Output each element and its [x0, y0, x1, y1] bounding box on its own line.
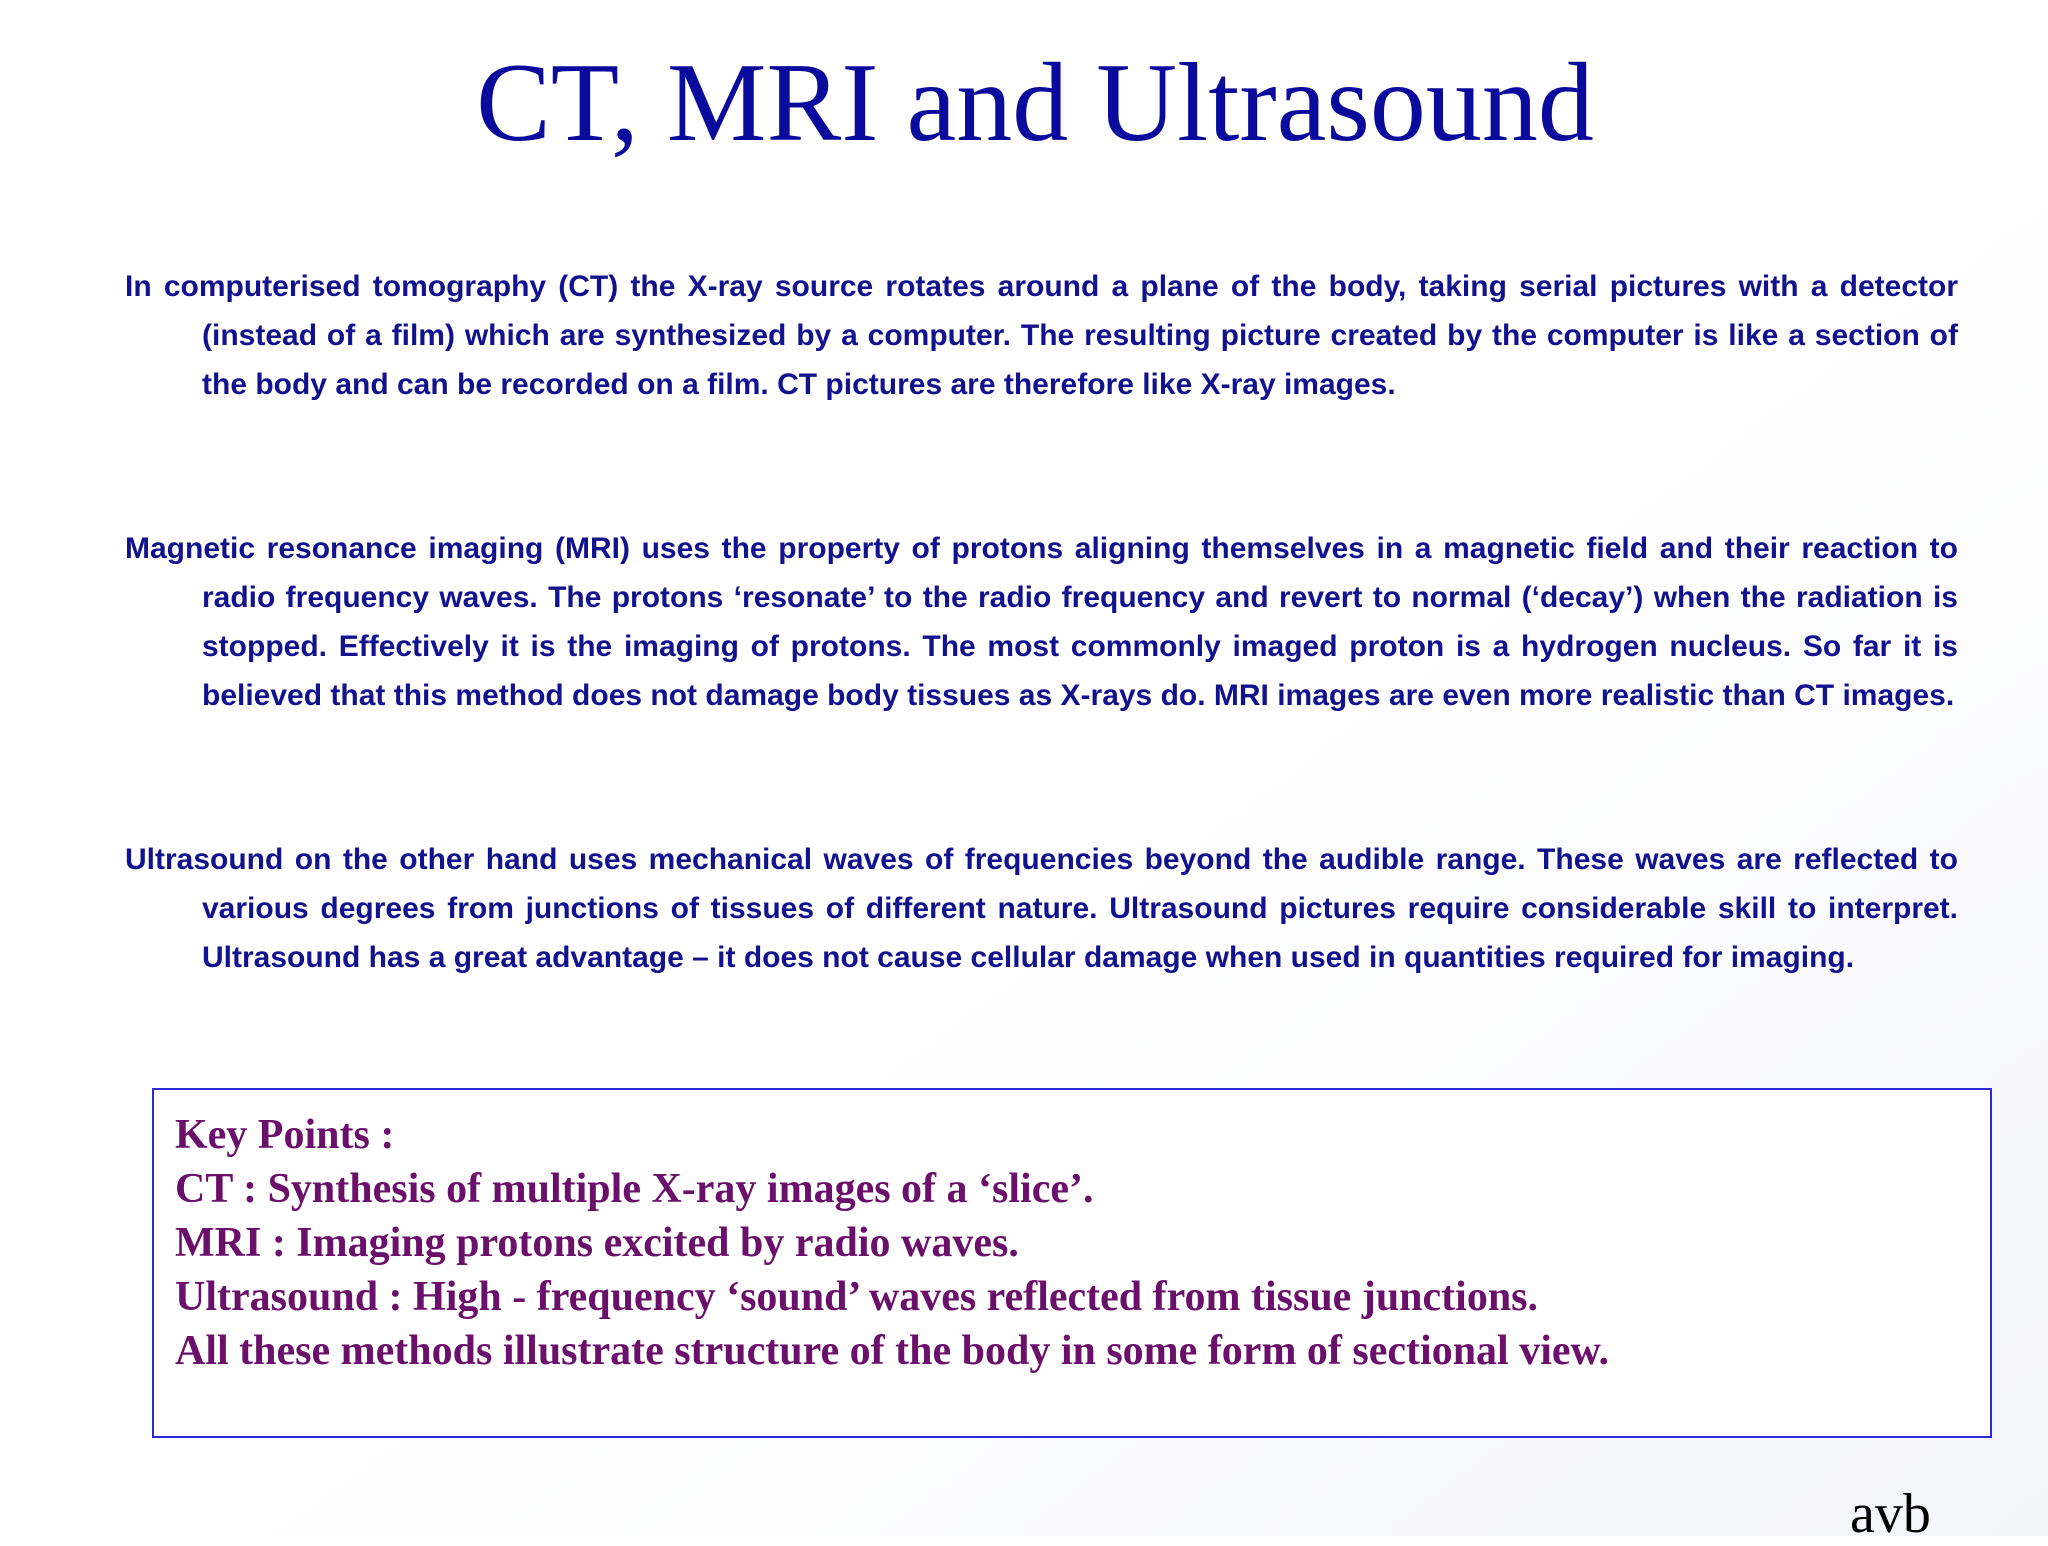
slide-title: CT, MRI and Ultrasound: [476, 41, 1594, 165]
paragraph-ultrasound: Ultrasound on the other hand uses mechanical waves of frequencies beyond the audible range. These waves are reflected to various degrees from junctions of tissues of different nature. Ultrasound pictures require considerable skill to interpret. Ultrasound has a great advantage – it does not cause cellular damage when used in quantities required for imaging.: [125, 843, 1958, 974]
paragraph-mri: Magnetic resonance imaging (MRI) uses the property of protons aligning themselves in a magnetic field and their reaction to radio frequency waves. The protons ‘resonate’ to the radio frequency and revert to normal (‘decay’) when the radiation is stopped. Effectively it is the imaging of protons. The most commonly imaged proton is a hydrogen nucleus. So far it is believed that this method does not damage body tissues as X-rays do. MRI images are even more realistic than CT images.: [125, 532, 1958, 712]
paragraph-ct: In computerised tomography (CT) the X-ray source rotates around a plane of the body, taking serial pictures with a detector (instead of a film) which are synthesized by a computer. The resulting picture created by the computer is like a section of the body and can be recorded on a film. CT pictures are therefore like X-ray images.: [125, 270, 1958, 401]
key-points-box: [152, 1088, 1992, 1438]
key-point-ct: CT : Synthesis of multiple X-ray images of a ‘slice’.: [175, 1166, 1094, 1212]
key-point-mri: MRI : Imaging protons excited by radio waves.: [175, 1220, 1019, 1266]
key-points-heading: Key Points :: [175, 1112, 395, 1158]
author-mark: avb: [1850, 1483, 1931, 1545]
key-point-summary: All these methods illustrate structure of the body in some form of sectional view.: [175, 1328, 1610, 1374]
key-point-ultrasound: Ultrasound : High - frequency ‘sound’ waves reflected from tissue junctions.: [175, 1274, 1539, 1320]
